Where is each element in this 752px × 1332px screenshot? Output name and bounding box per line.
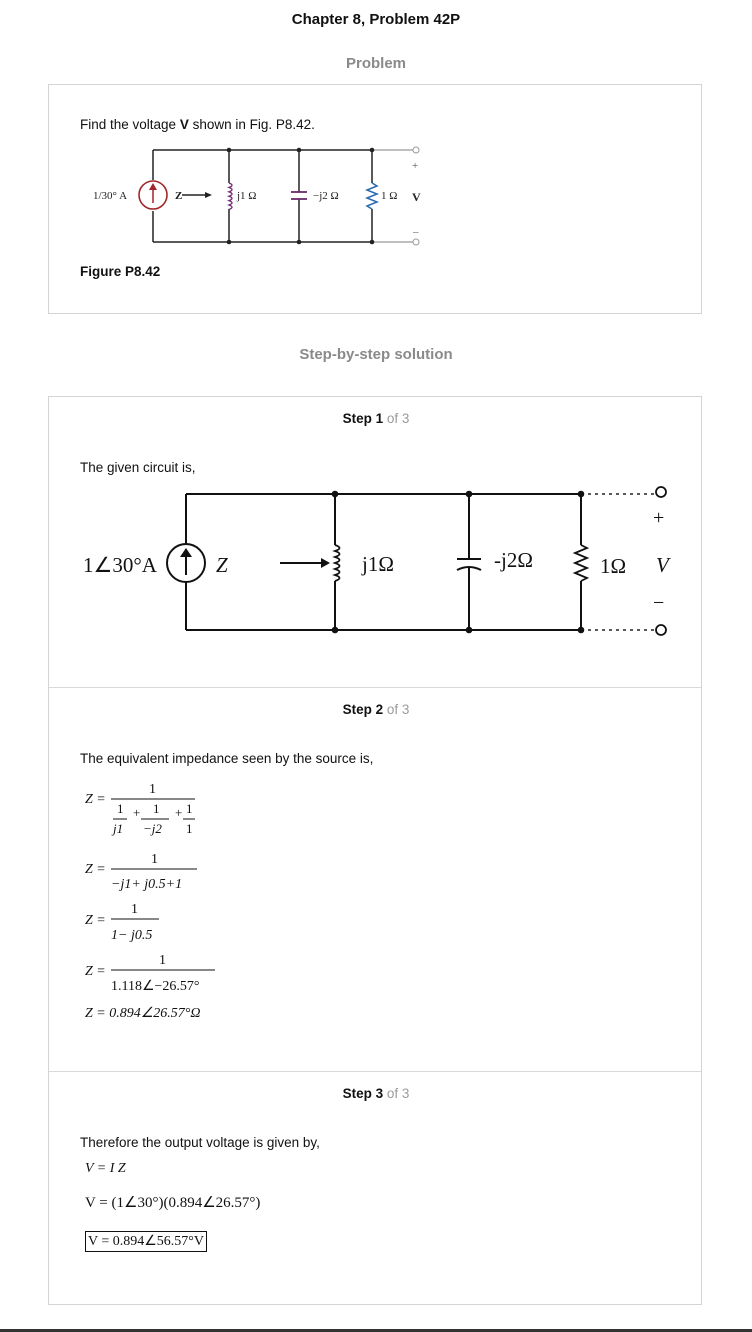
- eq1-term2-den: −j2: [143, 821, 162, 836]
- eq4-denominator: 1.118∠−26.57°: [111, 979, 200, 994]
- step-2-equations: [83, 777, 283, 1027]
- eq1-plus-1: +: [133, 805, 141, 820]
- eq1-term3-den: 1: [186, 821, 193, 836]
- eq4-lhs: Z =: [85, 964, 106, 979]
- step-1-capacitor-label: -j2Ω: [494, 548, 533, 572]
- problem-panel: [48, 84, 702, 314]
- eq1-plus-2: +: [175, 805, 183, 820]
- step-1-plus-label: +: [653, 507, 665, 529]
- step-divider: [49, 1071, 701, 1072]
- step-1-text: The given circuit is,: [80, 460, 196, 475]
- step-1-inductor-label: j1Ω: [362, 552, 394, 576]
- step-3-result: V = 0.894∠56.57°V: [85, 1231, 207, 1252]
- eq3-numerator: 1: [131, 902, 138, 917]
- problem-statement: Find the voltage V shown in Fig. P8.42.: [80, 117, 315, 132]
- problem-inductor-label: j1 Ω: [237, 190, 257, 202]
- step-1-source-label: 1∠30°A: [83, 553, 157, 577]
- problem-capacitor-label: −j2 Ω: [313, 190, 339, 202]
- step-2-text: The equivalent impedance seen by the source is,: [80, 751, 374, 766]
- problem-voltage-label: V: [412, 190, 421, 204]
- step-3-eq1: V = I Z: [85, 1161, 126, 1176]
- eq2-lhs: Z =: [85, 862, 106, 877]
- eq1-term1-den: j1: [113, 821, 124, 836]
- problem-resistor-label: 1 Ω: [381, 190, 398, 202]
- problem-minus-label: –: [413, 226, 419, 238]
- problem-source-label: 1/30° A: [93, 190, 128, 202]
- step-3-eq2: V = (1∠30°)(0.894∠26.57°): [85, 1195, 261, 1211]
- eq2-denominator: −j1+ j0.5+1: [111, 877, 183, 892]
- problem-plus-label: +: [412, 160, 419, 172]
- eq1-lhs: Z =: [85, 792, 106, 807]
- step-divider: [49, 687, 701, 688]
- eq1-term3-num: 1: [186, 801, 193, 816]
- solution-section-heading: Step-by-step solution: [299, 346, 453, 363]
- eq1-term1-num: 1: [117, 801, 124, 816]
- eq1-numerator: 1: [149, 782, 156, 797]
- step-1-minus-label: −: [653, 592, 665, 614]
- step-1-voltage-label: V: [656, 553, 669, 577]
- step-2-label: Step 2 of 3: [342, 702, 410, 717]
- page-title: Chapter 8, Problem 42P: [291, 11, 461, 28]
- step-1-z-label: Z: [216, 553, 228, 577]
- step-1-circuit-figure: [73, 481, 703, 641]
- eq2-numerator: 1: [151, 852, 158, 867]
- figure-caption: Figure P8.42: [80, 264, 161, 279]
- step-1-label: Step 1 of 3: [342, 411, 410, 426]
- step-3-text: Therefore the output voltage is given by,: [80, 1135, 320, 1150]
- problem-circuit-figure: [87, 143, 437, 253]
- eq3-lhs: Z =: [85, 913, 106, 928]
- problem-section-heading: Problem: [345, 55, 406, 72]
- solution-panel: [48, 396, 702, 1305]
- step-1-resistor-label: 1Ω: [600, 554, 627, 578]
- eq5: Z = 0.894∠26.57°Ω: [85, 1006, 201, 1021]
- step-3-label: Step 3 of 3: [342, 1086, 410, 1101]
- eq1-term2-num: 1: [153, 801, 160, 816]
- eq3-denominator: 1− j0.5: [111, 928, 153, 943]
- problem-z-label: Z: [175, 190, 183, 202]
- eq4-numerator: 1: [159, 953, 166, 968]
